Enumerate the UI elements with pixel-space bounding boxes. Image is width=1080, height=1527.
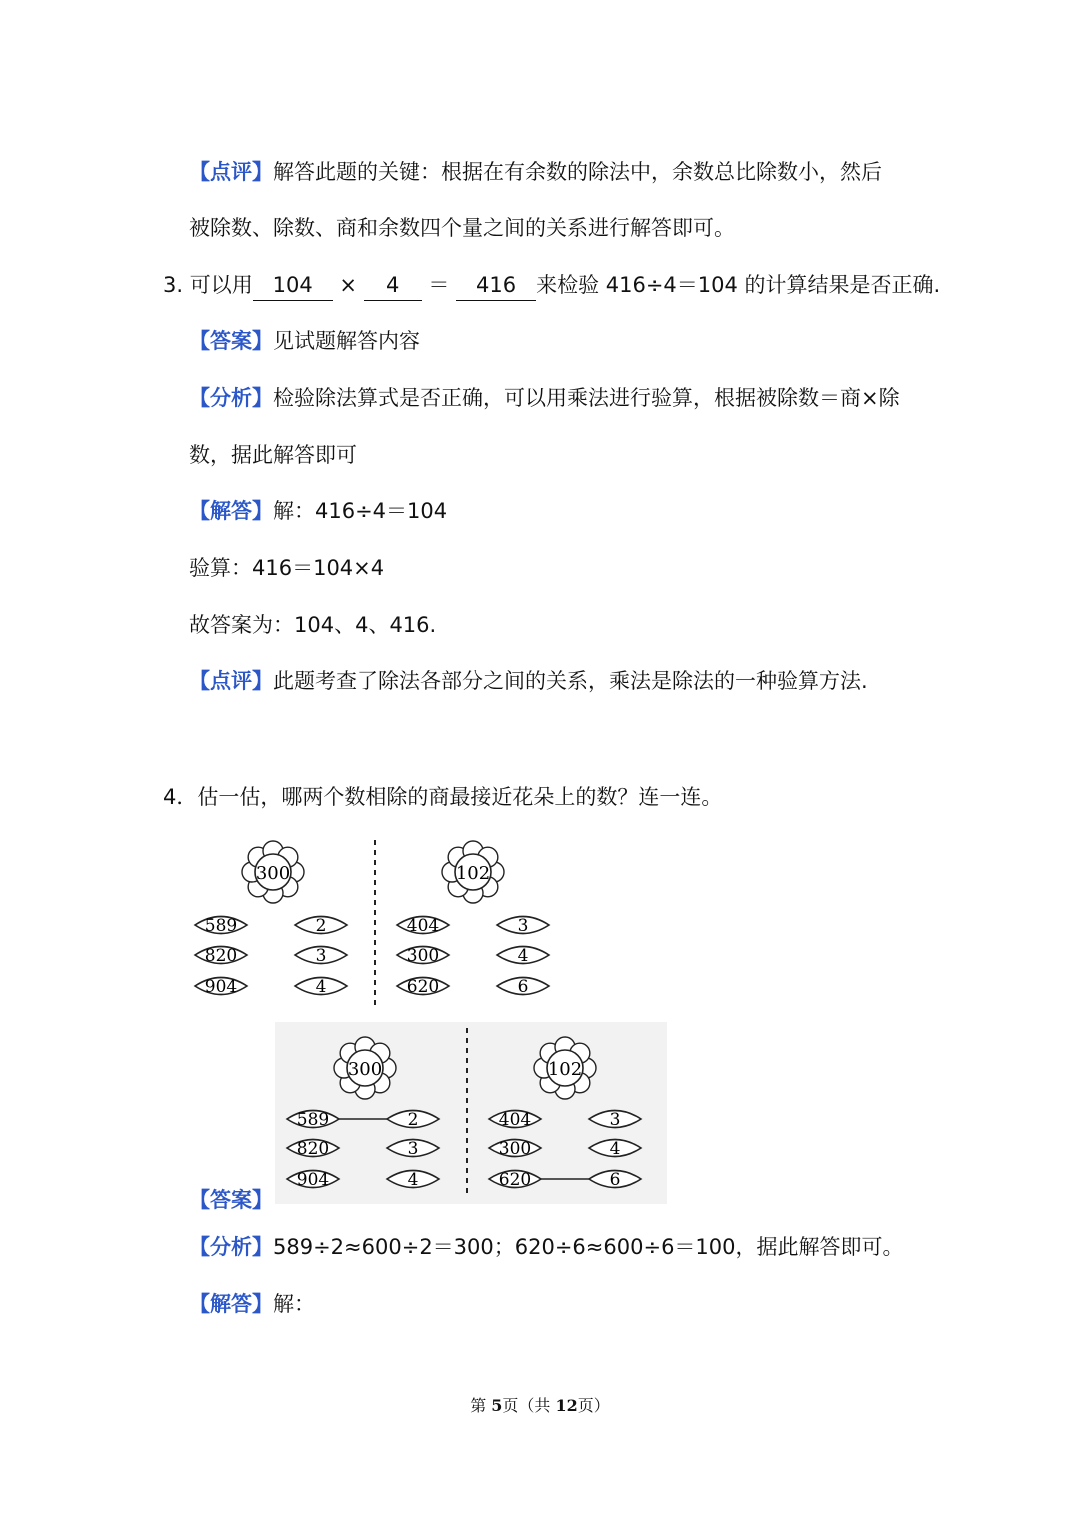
svg-text:904: 904 [204, 977, 238, 997]
q4-prompt: 4．估一估，哪两个数相除的商最接近花朵上的数？连一连。 [163, 785, 723, 809]
q3-blank-1: 104 [253, 270, 333, 301]
q3-blank-3: 416 [456, 270, 536, 301]
svg-text:300: 300 [406, 946, 440, 966]
comment-tag: 【点评】 [189, 160, 273, 184]
svg-text:620: 620 [406, 977, 440, 997]
q4-answer-figure [275, 1022, 667, 1204]
q3-solution-line1 [189, 496, 447, 526]
q4-question-figure [185, 835, 565, 1010]
leaf-divisor [497, 977, 549, 997]
page-footer: 第 5页（共 12页） [470, 1396, 610, 1415]
q3-question [163, 270, 940, 301]
svg-text:4: 4 [609, 1139, 621, 1159]
leaf-divisor [497, 946, 549, 966]
q3-comment-text: 此题考查了除法各部分之间的关系，乘法是除法的一种验算方法. [273, 669, 868, 693]
flower-value: 102 [455, 863, 491, 884]
svg-text:3: 3 [517, 916, 529, 936]
leaf-divisor [295, 916, 347, 936]
svg-text:300: 300 [498, 1139, 532, 1159]
leaf-dividend [397, 946, 449, 966]
q4-analysis [189, 1232, 904, 1262]
q3-solution-text-1: 解：416÷4＝104 [273, 499, 448, 523]
flower-icon [334, 1037, 396, 1099]
svg-text:589: 589 [296, 1110, 330, 1130]
leaf-dividend [195, 977, 247, 997]
comment-tag: 【点评】 [189, 669, 273, 693]
svg-text:6: 6 [517, 977, 529, 997]
q3-answer-text: 见试题解答内容 [273, 329, 420, 353]
prev-comment-text-1: 解答此题的关键：根据在有余数的除法中，余数总比除数小，然后 [273, 160, 882, 184]
q3-suffix: 来检验 416÷4＝104 的计算结果是否正确. [536, 273, 941, 297]
analysis-tag: 【分析】 [189, 386, 273, 410]
svg-text:404: 404 [498, 1110, 532, 1130]
q4-solution-text: 解： [273, 1292, 315, 1316]
svg-text:904: 904 [296, 1170, 330, 1190]
prev-comment-line2: 被除数、除数、商和余数四个量之间的关系进行解答即可。 [189, 216, 735, 240]
q4-left-group [195, 841, 347, 997]
leaf-divisor [295, 946, 347, 966]
svg-text:6: 6 [609, 1170, 621, 1190]
svg-text:3: 3 [609, 1110, 621, 1130]
leaf-dividend [397, 916, 449, 936]
svg-text:820: 820 [204, 946, 238, 966]
flower-icon [534, 1037, 596, 1099]
svg-text:820: 820 [296, 1139, 330, 1159]
q3-answer [189, 326, 420, 356]
prev-comment-line1 [189, 157, 882, 187]
q4-analysis-text: 589÷2≈600÷2＝300；620÷6≈600÷6＝100，据此解答即可。 [273, 1235, 904, 1259]
q4-right-group [397, 841, 549, 997]
q3-prefix: 3. 可以用 [163, 273, 253, 297]
svg-text:589: 589 [204, 916, 238, 936]
q3-solution-line3: 故答案为：104、4、416. [189, 613, 437, 637]
q3-times: × [339, 273, 358, 297]
svg-text:4: 4 [407, 1170, 419, 1190]
q3-blank-2: 4 [364, 270, 422, 301]
leaf-dividend [195, 946, 247, 966]
q3-solution-line2: 验算：416＝104×4 [189, 556, 385, 580]
leaf-dividend [195, 916, 247, 936]
flower-value: 102 [547, 1059, 583, 1080]
q3-analysis-text-1: 检验除法算式是否正确，可以用乘法进行验算，根据被除数＝商×除 [273, 386, 900, 410]
q4-solution [189, 1289, 315, 1319]
svg-text:404: 404 [406, 916, 440, 936]
q3-analysis-line2: 数，据此解答即可 [189, 443, 357, 467]
q3-eq: ＝ [428, 273, 450, 297]
leaf-divisor [497, 916, 549, 936]
svg-text:620: 620 [498, 1170, 532, 1190]
leaf-divisor [295, 977, 347, 997]
solution-tag: 【解答】 [189, 499, 273, 523]
flower-icon [242, 841, 304, 903]
q3-analysis-line1 [189, 383, 900, 413]
svg-text:2: 2 [315, 916, 327, 936]
answer-tag: 【答案】 [189, 1188, 273, 1212]
page-number: 5 [491, 1396, 503, 1415]
svg-text:3: 3 [315, 946, 327, 966]
answer-tag: 【答案】 [189, 329, 273, 353]
analysis-tag: 【分析】 [189, 1235, 273, 1259]
flower-value: 300 [347, 1059, 383, 1080]
leaf-dividend [397, 977, 449, 997]
page-total: 12 [555, 1396, 578, 1415]
flower-value: 300 [255, 863, 291, 884]
q4-answer-label [189, 1185, 273, 1215]
flower-icon [442, 841, 504, 903]
svg-text:2: 2 [407, 1110, 419, 1130]
q3-comment [189, 666, 868, 696]
svg-text:3: 3 [407, 1139, 419, 1159]
solution-tag: 【解答】 [189, 1292, 273, 1316]
svg-text:4: 4 [315, 977, 327, 997]
svg-text:4: 4 [517, 946, 529, 966]
